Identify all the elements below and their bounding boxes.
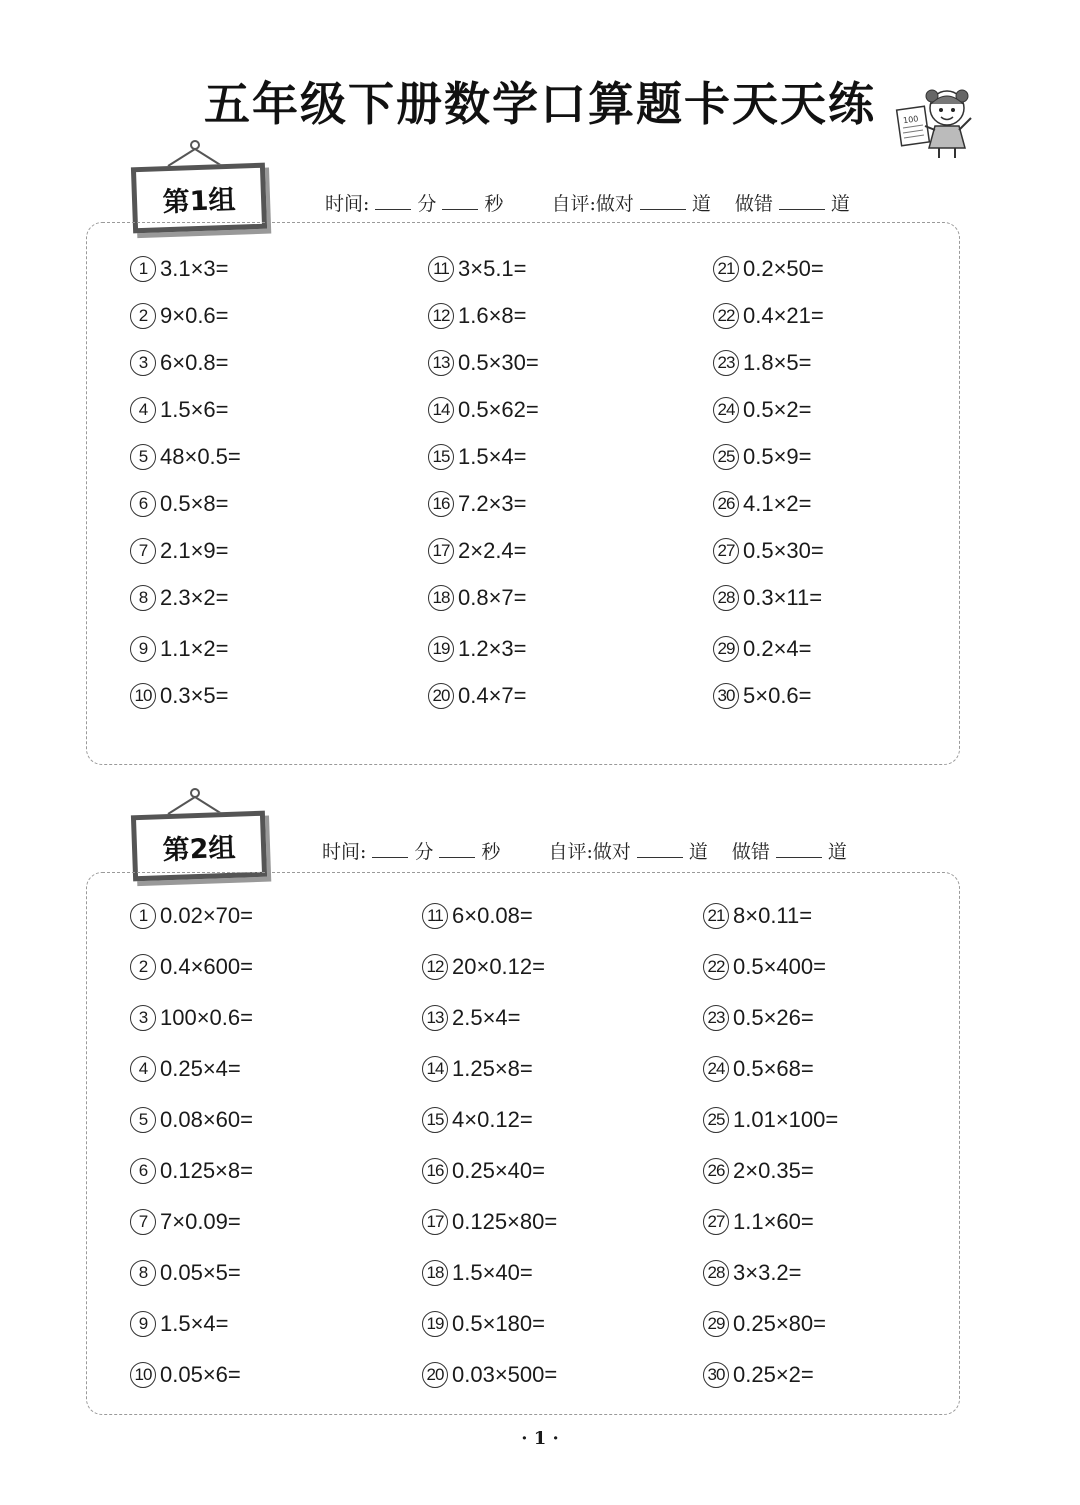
problem-item (130, 903, 253, 929)
problem-item (422, 954, 545, 980)
problem-number: 21 (703, 903, 729, 929)
problem-item (130, 1107, 253, 1133)
problem-number: 7 (130, 1209, 156, 1235)
problem-number: 5 (130, 444, 156, 470)
wrong-blank (776, 843, 822, 858)
problem-item (703, 1005, 814, 1031)
problem-item (713, 397, 812, 423)
problem-expression: 0.5×30= (458, 350, 539, 375)
problem-item (703, 1158, 814, 1184)
problem-item (713, 585, 822, 611)
problem-item (428, 491, 527, 517)
problem-number: 2 (130, 954, 156, 980)
problem-item (130, 491, 229, 517)
problem-expression: 1.1×60= (733, 1209, 814, 1234)
problem-item (130, 1209, 241, 1235)
page-title: 五年级下册数学口算题卡天天练 (204, 77, 876, 131)
problem-number: 19 (428, 636, 454, 662)
problem-expression: 1.01×100= (733, 1107, 839, 1132)
problem-number: 26 (713, 491, 739, 517)
unit-label: 道 (691, 193, 711, 215)
problem-item (713, 636, 812, 662)
problem-expression: 0.25×4= (160, 1056, 241, 1081)
problem-number: 22 (713, 303, 739, 329)
problem-expression: 0.3×11= (743, 585, 823, 610)
problem-number: 19 (422, 1311, 448, 1337)
problem-number: 1 (130, 903, 156, 929)
problem-item (130, 444, 241, 470)
problem-item (428, 636, 527, 662)
problem-item (130, 397, 229, 423)
problem-number: 20 (422, 1362, 448, 1388)
minute-label: 分 (414, 841, 434, 863)
problem-expression: 7×0.09= (160, 1209, 241, 1234)
problem-expression: 3×3.2= (733, 1260, 802, 1285)
problem-item (422, 1311, 545, 1337)
unit-label: 道 (827, 841, 847, 863)
unit-label: 道 (830, 193, 850, 215)
problem-expression: 20×0.12= (452, 954, 545, 979)
problem-expression: 1.25×8= (452, 1056, 533, 1081)
problem-number: 13 (428, 350, 454, 376)
problem-number: 1 (130, 256, 156, 282)
problem-number: 11 (422, 903, 448, 929)
problem-number: 23 (713, 350, 739, 376)
problem-item (130, 585, 229, 611)
problem-number: 10 (130, 683, 156, 709)
problem-item (422, 1005, 521, 1031)
problem-expression: 0.3×5= (160, 683, 229, 708)
problem-expression: 4×0.12= (452, 1107, 533, 1132)
problem-expression: 0.5×180= (452, 1311, 545, 1336)
problem-expression: 9×0.6= (160, 303, 229, 328)
problem-number: 17 (422, 1209, 448, 1235)
wrong-blank (779, 195, 825, 210)
problem-item (428, 303, 527, 329)
problem-item (703, 903, 812, 929)
problem-item (130, 1362, 241, 1388)
problem-item (422, 1362, 557, 1388)
problem-number: 27 (703, 1209, 729, 1235)
problem-number: 3 (130, 350, 156, 376)
problem-number: 8 (130, 1260, 156, 1286)
second-blank (442, 195, 478, 210)
problem-expression: 2.3×2= (160, 585, 229, 610)
problem-expression: 0.5×68= (733, 1056, 814, 1081)
problem-expression: 2.5×4= (452, 1005, 521, 1030)
problem-number: 14 (422, 1056, 448, 1082)
problem-expression: 0.08×60= (160, 1107, 253, 1132)
problem-expression: 0.02×70= (160, 903, 253, 928)
group-1-score-line (325, 189, 850, 216)
problem-item (422, 1158, 545, 1184)
problem-expression: 0.2×50= (743, 256, 824, 281)
problem-number: 24 (713, 397, 739, 423)
problem-expression: 1.5×40= (452, 1260, 533, 1285)
problem-expression: 1.5×4= (160, 1311, 229, 1336)
problem-number: 17 (428, 538, 454, 564)
problem-item (428, 585, 527, 611)
problem-item (713, 256, 824, 282)
time-label: 时间: (325, 193, 370, 215)
problem-number: 29 (703, 1311, 729, 1337)
problem-expression: 0.25×40= (452, 1158, 545, 1183)
problem-number: 13 (422, 1005, 448, 1031)
problem-expression: 3×5.1= (458, 256, 527, 281)
problem-item (428, 683, 527, 709)
problem-item (428, 256, 527, 282)
problem-expression: 0.5×30= (743, 538, 824, 563)
problem-item (130, 1311, 229, 1337)
problem-expression: 100×0.6= (160, 1005, 253, 1030)
problem-item (428, 444, 527, 470)
group-2-frame (131, 811, 267, 882)
problem-expression: 2.1×9= (160, 538, 229, 563)
problem-item (130, 1158, 253, 1184)
problem-item (713, 538, 824, 564)
problem-number: 25 (703, 1107, 729, 1133)
second-label: 秒 (481, 841, 501, 863)
correct-blank (640, 195, 686, 210)
problem-expression: 0.25×2= (733, 1362, 814, 1387)
problem-item (422, 1260, 533, 1286)
problem-expression: 0.5×26= (733, 1005, 814, 1030)
problem-item (130, 954, 253, 980)
problem-number: 15 (428, 444, 454, 470)
problem-expression: 0.5×2= (743, 397, 812, 422)
second-label: 秒 (484, 193, 504, 215)
problem-item (422, 1209, 557, 1235)
problem-item (713, 350, 812, 376)
problem-number: 28 (703, 1260, 729, 1286)
time-label: 时间: (322, 841, 367, 863)
problem-expression: 0.5×9= (743, 444, 812, 469)
problem-expression: 0.4×21= (743, 303, 824, 328)
problem-expression: 1.5×6= (160, 397, 229, 422)
problem-number: 5 (130, 1107, 156, 1133)
problem-number: 26 (703, 1158, 729, 1184)
wrong-label: 做错 (731, 841, 770, 863)
problem-item (130, 1056, 241, 1082)
problem-item (703, 1260, 802, 1286)
problem-expression: 4.1×2= (743, 491, 812, 516)
problem-item (422, 1056, 533, 1082)
problem-expression: 2×0.35= (733, 1158, 814, 1183)
page-number: · 1 · (521, 1428, 559, 1449)
problem-expression: 0.03×500= (452, 1362, 558, 1387)
svg-text:100: 100 (902, 114, 919, 126)
problem-number: 9 (130, 636, 156, 662)
problem-number: 11 (428, 256, 454, 282)
problem-item (130, 1005, 253, 1031)
group-2-label: 第2组 (162, 832, 237, 866)
problem-expression: 0.125×8= (160, 1158, 253, 1183)
problem-expression: 0.5×8= (160, 491, 229, 516)
problem-expression: 0.5×400= (733, 954, 826, 979)
problem-item (703, 1362, 814, 1388)
problem-number: 21 (713, 256, 739, 282)
problem-expression: 1.6×8= (458, 303, 527, 328)
problem-expression: 0.4×600= (160, 954, 253, 979)
minute-blank (375, 195, 411, 210)
problem-item (130, 636, 229, 662)
unit-label: 道 (688, 841, 708, 863)
problem-number: 4 (130, 1056, 156, 1082)
problem-number: 24 (703, 1056, 729, 1082)
problem-number: 29 (713, 636, 739, 662)
problem-item (130, 1260, 241, 1286)
problem-item (130, 683, 229, 709)
problem-item (422, 903, 533, 929)
problem-item (428, 397, 539, 423)
problem-number: 28 (713, 585, 739, 611)
problem-number: 22 (703, 954, 729, 980)
problem-item (703, 954, 826, 980)
problem-expression: 6×0.8= (160, 350, 229, 375)
problem-expression: 0.05×6= (160, 1362, 241, 1387)
second-blank (439, 843, 475, 858)
problem-expression: 1.2×3= (458, 636, 527, 661)
problem-expression: 0.125×80= (452, 1209, 558, 1234)
problem-number: 8 (130, 585, 156, 611)
problem-item (428, 538, 527, 564)
minute-blank (372, 843, 408, 858)
problem-item (703, 1311, 826, 1337)
problem-item (703, 1056, 814, 1082)
problem-item (713, 491, 812, 517)
problem-item (713, 683, 812, 709)
problem-item (703, 1107, 838, 1133)
problem-number: 16 (428, 491, 454, 517)
problem-number: 2 (130, 303, 156, 329)
problem-number: 20 (428, 683, 454, 709)
problem-number: 4 (130, 397, 156, 423)
problem-number: 18 (422, 1260, 448, 1286)
correct-blank (637, 843, 683, 858)
problem-number: 16 (422, 1158, 448, 1184)
problem-number: 25 (713, 444, 739, 470)
problem-item (130, 303, 229, 329)
minute-label: 分 (417, 193, 437, 215)
problem-expression: 1.1×2= (160, 636, 229, 661)
problem-expression: 6×0.08= (452, 903, 533, 928)
self-eval-label: 自评:做对 (548, 841, 631, 863)
problem-expression: 0.2×4= (743, 636, 812, 661)
problem-item (428, 350, 539, 376)
problem-expression: 0.4×7= (458, 683, 527, 708)
group-2-header (0, 793, 1080, 883)
problem-expression: 1.8×5= (743, 350, 812, 375)
problem-item (130, 256, 229, 282)
problem-expression: 0.05×5= (160, 1260, 241, 1285)
wrong-label: 做错 (734, 193, 773, 215)
problem-number: 6 (130, 1158, 156, 1184)
problem-number: 12 (428, 303, 454, 329)
problem-item (422, 1107, 533, 1133)
problem-item (713, 444, 812, 470)
problem-number: 30 (713, 683, 739, 709)
problem-expression: 1.5×4= (458, 444, 527, 469)
problem-expression: 48×0.5= (160, 444, 241, 469)
problem-expression: 8×0.11= (733, 903, 813, 928)
problem-expression: 0.5×62= (458, 397, 539, 422)
problem-item (130, 350, 229, 376)
group-1-label: 第1组 (162, 184, 237, 218)
problem-number: 23 (703, 1005, 729, 1031)
problem-expression: 5×0.6= (743, 683, 812, 708)
problem-number: 9 (130, 1311, 156, 1337)
self-eval-label: 自评:做对 (551, 193, 634, 215)
problem-number: 3 (130, 1005, 156, 1031)
group-2-score-line (322, 837, 847, 864)
problem-item (713, 303, 824, 329)
problem-expression: 7.2×3= (458, 491, 527, 516)
problem-item (703, 1209, 814, 1235)
problem-item (130, 538, 229, 564)
problem-number: 18 (428, 585, 454, 611)
problem-number: 12 (422, 954, 448, 980)
problem-number: 10 (130, 1362, 156, 1388)
problem-expression: 0.8×7= (458, 585, 527, 610)
problem-number: 7 (130, 538, 156, 564)
problem-expression: 0.25×80= (733, 1311, 826, 1336)
problem-number: 30 (703, 1362, 729, 1388)
problem-expression: 2×2.4= (458, 538, 527, 563)
problem-number: 6 (130, 491, 156, 517)
problem-number: 15 (422, 1107, 448, 1133)
problem-number: 27 (713, 538, 739, 564)
problem-number: 14 (428, 397, 454, 423)
problem-expression: 3.1×3= (160, 256, 229, 281)
